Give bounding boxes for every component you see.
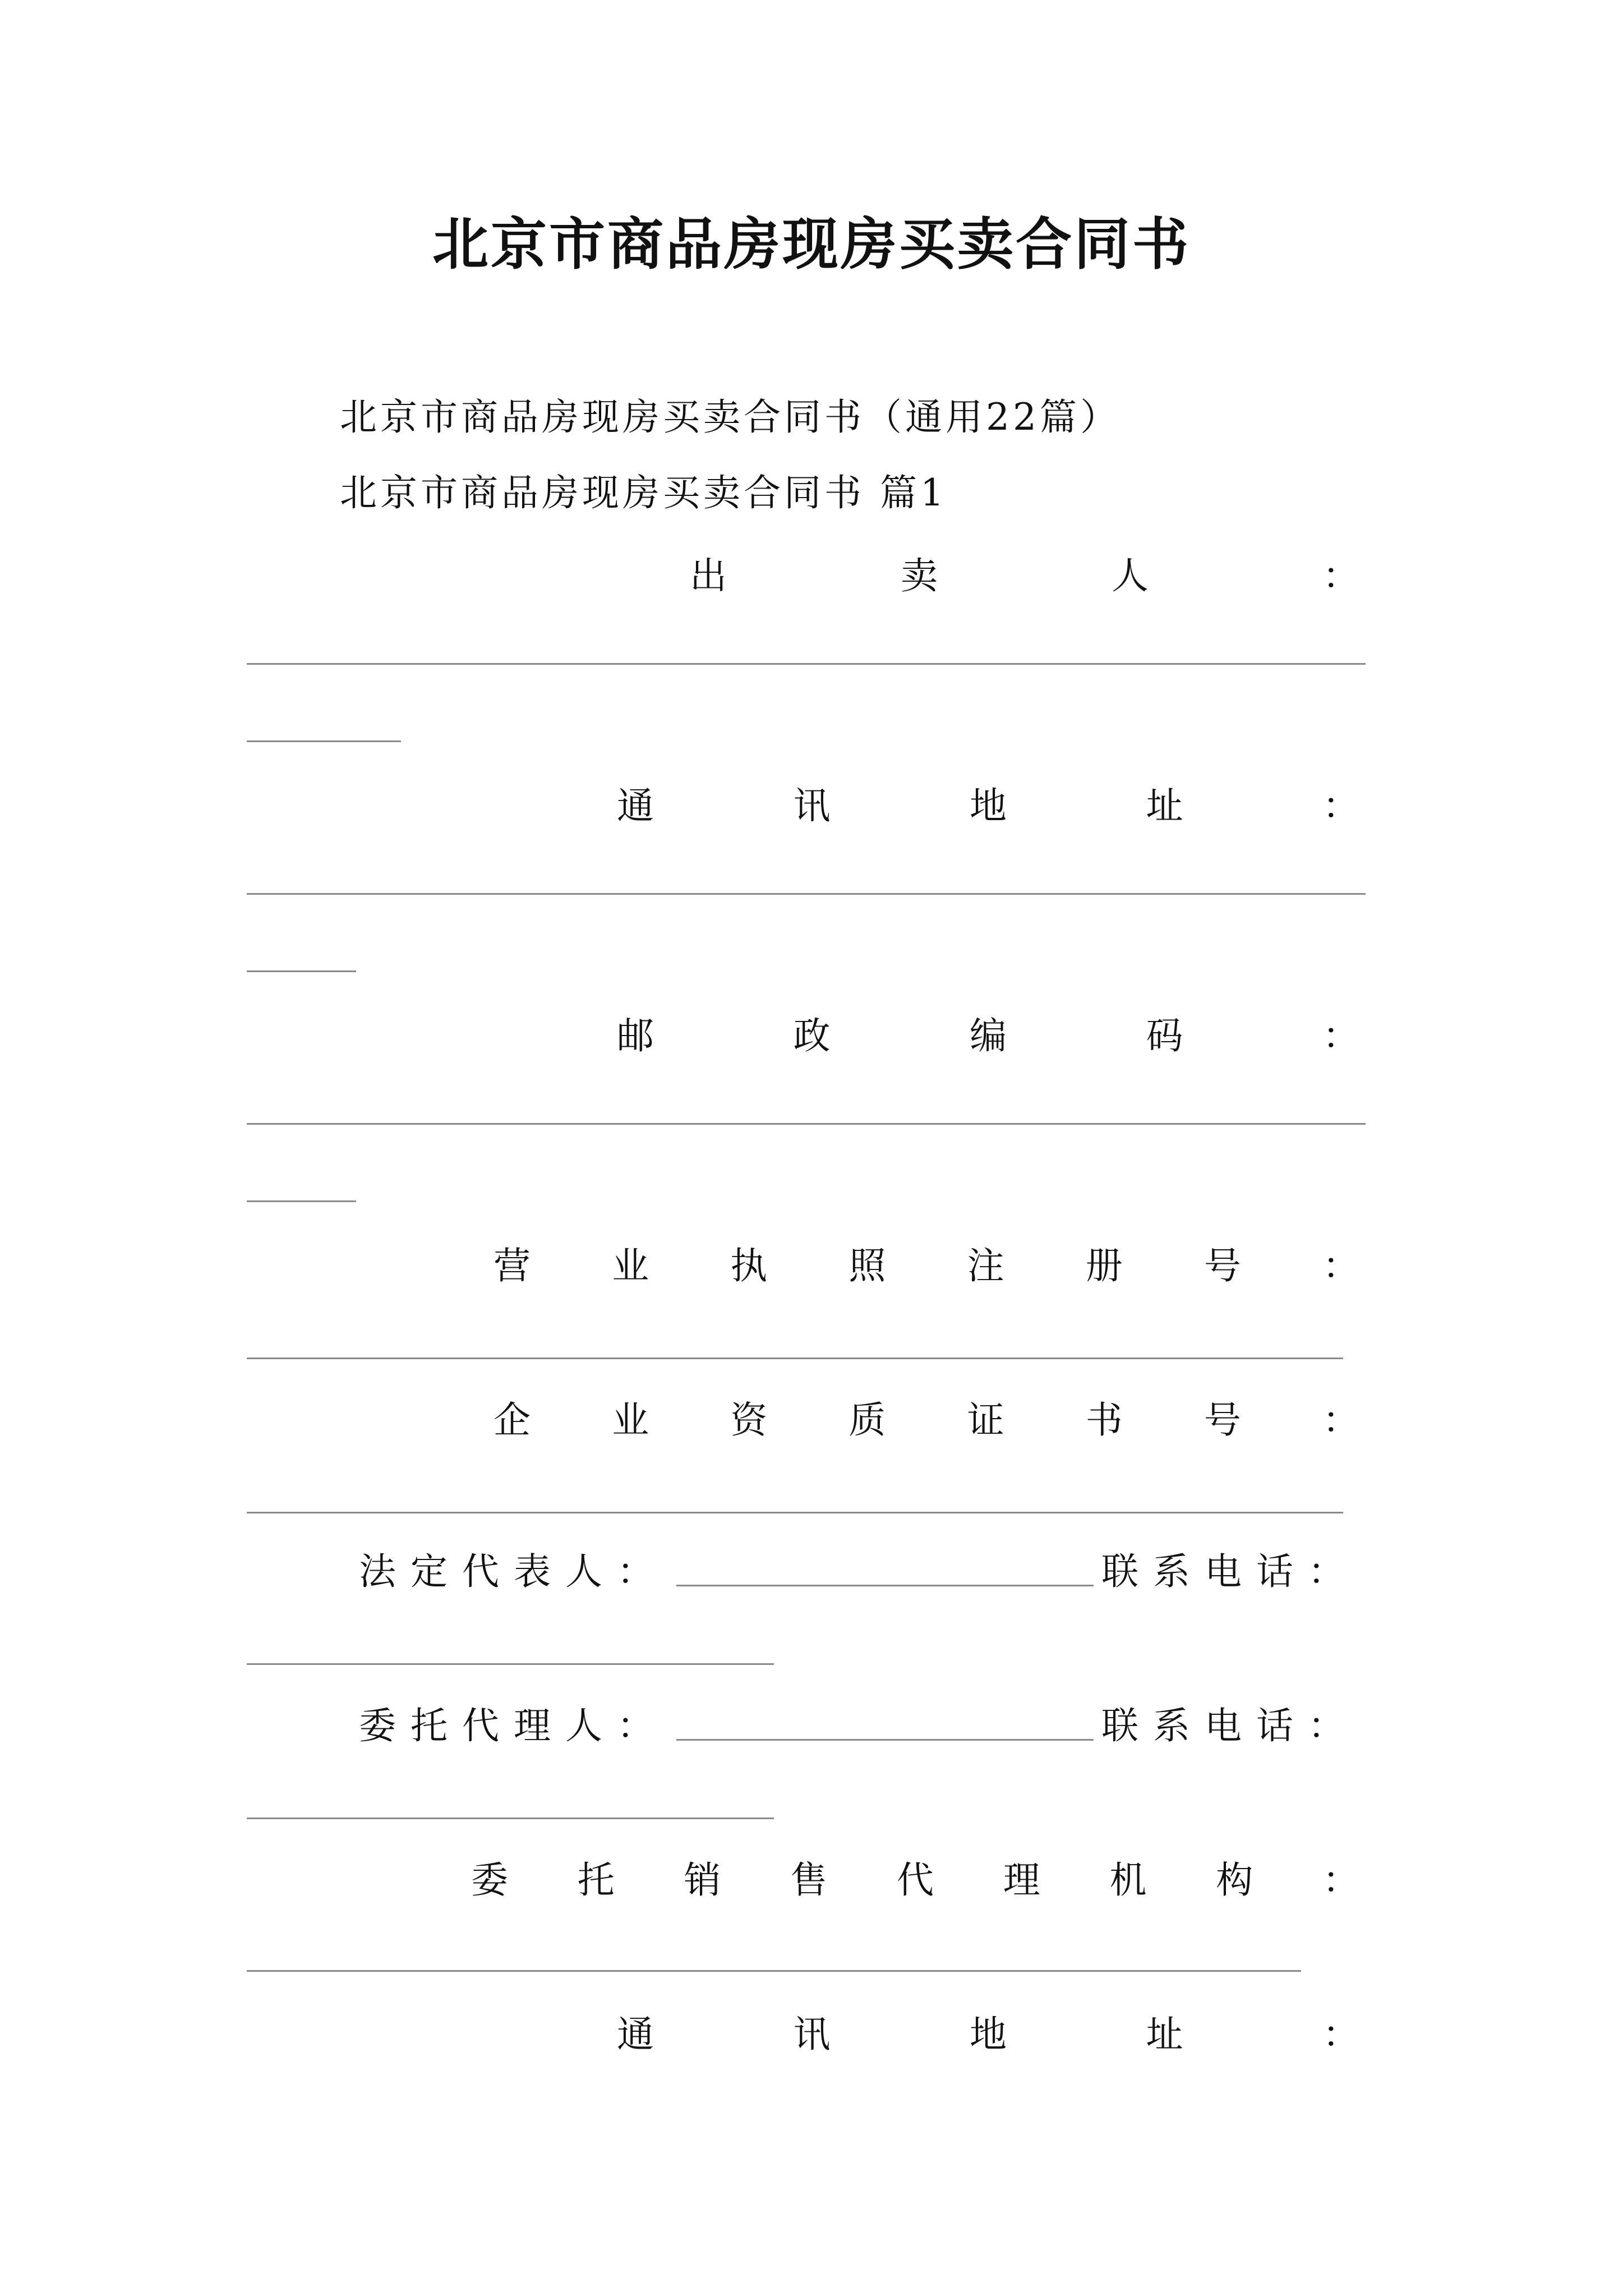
postcode-label: 邮 政 编 码 ：	[617, 1014, 1359, 1057]
document-subtitle: 北京市商品房现房买卖合同书（通用22篇）	[340, 395, 1121, 439]
agent-blank[interactable]	[676, 1739, 1094, 1741]
seller-blank-line[interactable]	[247, 663, 1366, 665]
document-title: 北京市商品房现房买卖合同书	[432, 211, 1191, 277]
agency-address-label: 通 讯 地 址 ：	[617, 2012, 1359, 2056]
agent-phone-label: 联系电话：	[1101, 1704, 1359, 1747]
seller-label: 出 卖 人 ：	[690, 554, 1359, 597]
address-label: 通 讯 地 址 ：	[617, 784, 1359, 827]
business-license-label: 营 业 执 照 注 册 号 ：	[494, 1244, 1359, 1287]
sales-agency-label: 委 托 销 售 代 理 机 构 ：	[471, 1858, 1359, 1902]
address-blank-line[interactable]	[247, 893, 1366, 895]
sales-agency-blank-line[interactable]	[247, 1970, 1301, 1972]
legal-representative-blank[interactable]	[676, 1585, 1094, 1586]
agent-phone-blank-line[interactable]	[247, 1818, 774, 1819]
legal-representative-row	[359, 1537, 1359, 1599]
qualification-blank-line[interactable]	[247, 1512, 1343, 1513]
seller-blank-line-tail[interactable]	[247, 740, 401, 742]
agent-label: 委托代理人：	[359, 1704, 668, 1747]
agent-row	[359, 1691, 1359, 1753]
legal-rep-phone-label: 联系电话：	[1101, 1549, 1359, 1593]
legal-representative-label: 法定代表人：	[359, 1549, 668, 1593]
postcode-blank-line-tail[interactable]	[247, 1200, 356, 1202]
legal-rep-phone-blank-line[interactable]	[247, 1663, 774, 1665]
address-blank-line-tail[interactable]	[247, 970, 356, 972]
qualification-label: 企 业 资 质 证 书 号 ：	[494, 1398, 1359, 1442]
section-heading: 北京市商品房现房买卖合同书 篇1	[340, 471, 947, 514]
business-license-blank-line[interactable]	[247, 1358, 1343, 1359]
postcode-blank-line[interactable]	[247, 1123, 1366, 1125]
